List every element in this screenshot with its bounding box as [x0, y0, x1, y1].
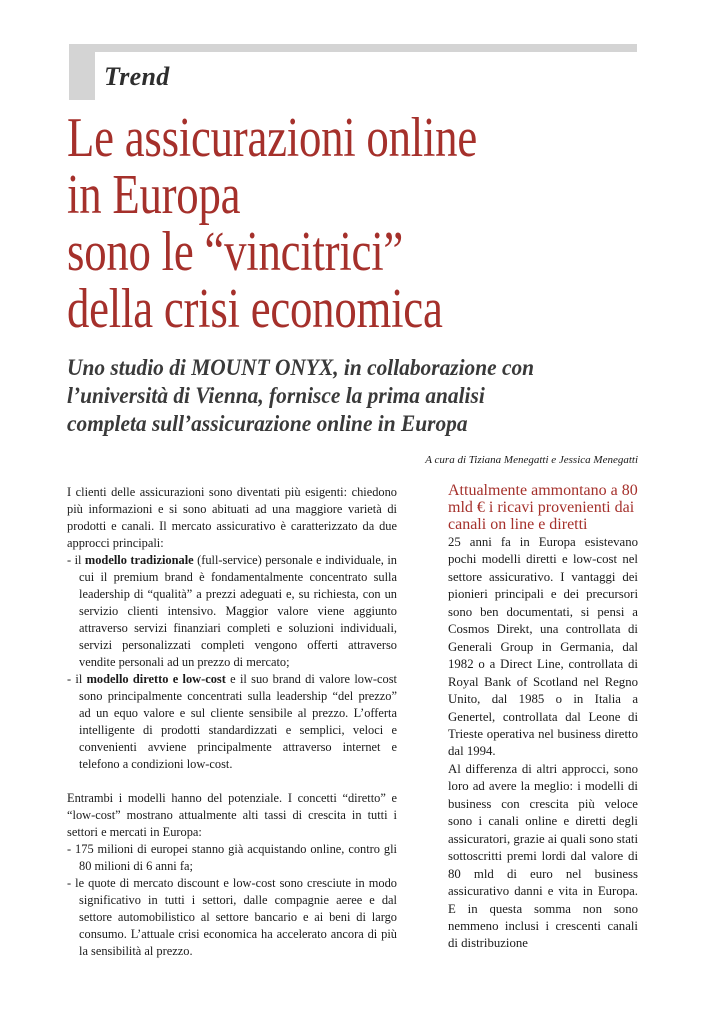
list-item: - le quote di mercato discount e low-cost sono cresciute in modo significativo in tutti i settori, dalle compagnie aeree e dal settore automobilistico al settore bancario e ai beni di largo consumo. L’attuale crisi economica ha accelerato ancora di più la sensibilità al prezzo.	[67, 876, 397, 958]
header-rule-tab	[69, 44, 95, 100]
subtitle-line: completa sull’assicurazione online in Europa	[67, 411, 468, 436]
bold-term: modello diretto e low-cost	[86, 672, 226, 686]
subtitle-line: l’università di Vienna, fornisce la prima analisi	[67, 383, 485, 408]
list-item	[67, 671, 397, 773]
headline-line: della crisi economica	[67, 278, 443, 340]
headline-line: Le assicurazioni online	[67, 107, 477, 169]
intro-paragraph: I clienti delle assicurazioni sono diventati più esigenti: chiedono più informazioni e si sono abituati ad una maggiore varietà di prodotti e canali. Il mercato assicurativo è caratterizzato da due approcci principali:	[67, 485, 397, 550]
section-label: Trend	[104, 62, 170, 91]
headline-line: sono le “vincitrici”	[67, 221, 404, 283]
list-text: e il suo brand di valore low-cost sono principalmente concentrati sulla leadership “del prezzo” ad un equo valore e sul cliente sensibile al prezzo. L’offerta intelligente di prodotti standardizzati e semplici, veloci e convenienti avviene principalmente attraverso internet e telefono a condizioni low-cost.	[79, 672, 397, 771]
list-prefix: - il	[67, 553, 85, 567]
body-paragraph: Al differenza di altri approcci, sono loro ad avere la meglio: i modelli di business con crescita più veloce sono i canali online e diretti degli assicuratori, grazie ai quali sono stati sottoscritti premi lordi dal valore di 80 mld di euro nel business assicurativo danni e vita in Europa. E in questa somma non sono nemmeno inclusi i crescenti canali di distribuzione	[448, 761, 638, 951]
header-rule	[69, 44, 637, 52]
list-item: - 175 milioni di europei stanno già acquistando online, contro gli 80 milioni di 6 anni fa;	[67, 842, 397, 873]
column-subhead: Attualmente ammontano a 80 mld € i ricavi provenienti dai canali on line e diretti	[448, 482, 638, 533]
subtitle-line: Uno studio di MOUNT ONYX, in collaborazione con	[67, 355, 535, 380]
body-paragraph: 25 anni fa in Europa esistevano pochi modelli diretti e low-cost nel settore assicurativo. I vantaggi dei pionieri principali e dei precursori sono ben documentati, si pensi a Cosmos Direkt, una controllata di Generali Group in Germania, dal 1982 o a Direct Line, controllata di Royal Bank of Scotland nel Regno Unito, dal 1985 o in Italia a Genertel, controllata dal Leone di Trieste operativa nel business diretto dal 1994.	[448, 535, 638, 759]
left-column	[67, 484, 397, 960]
headline-line: in Europa	[67, 164, 241, 226]
subtitle	[67, 354, 647, 438]
body-paragraph: Entrambi i modelli hanno del potenziale. I concetti “diretto” e “low-cost” mostrano attualmente alti tassi di crescita in tutti i settori e mercati in Europa:	[67, 791, 397, 839]
bold-term: modello tradizionale	[84, 553, 194, 567]
right-column	[448, 482, 638, 953]
headline	[67, 107, 547, 340]
paragraph-gap	[67, 773, 397, 790]
byline: A cura di Tiziana Menegatti e Jessica Menegatti	[425, 454, 638, 466]
list-item	[67, 552, 397, 671]
list-prefix: - il	[67, 672, 87, 686]
list-text: (full-service) personale e individuale, in cui il premium brand è fondamentalmente concentrato sulla leadership di “qualità” a prezzi adeguati e, su richiesta, con un servizio clienti intensivo. Maggior valore viene aggiunto attraverso servizi finanziari completi e soluzioni individuali, servizi personalizzati completi vengono offerti attraverso vendite personali ad un prezzo di mercato;	[79, 553, 397, 669]
